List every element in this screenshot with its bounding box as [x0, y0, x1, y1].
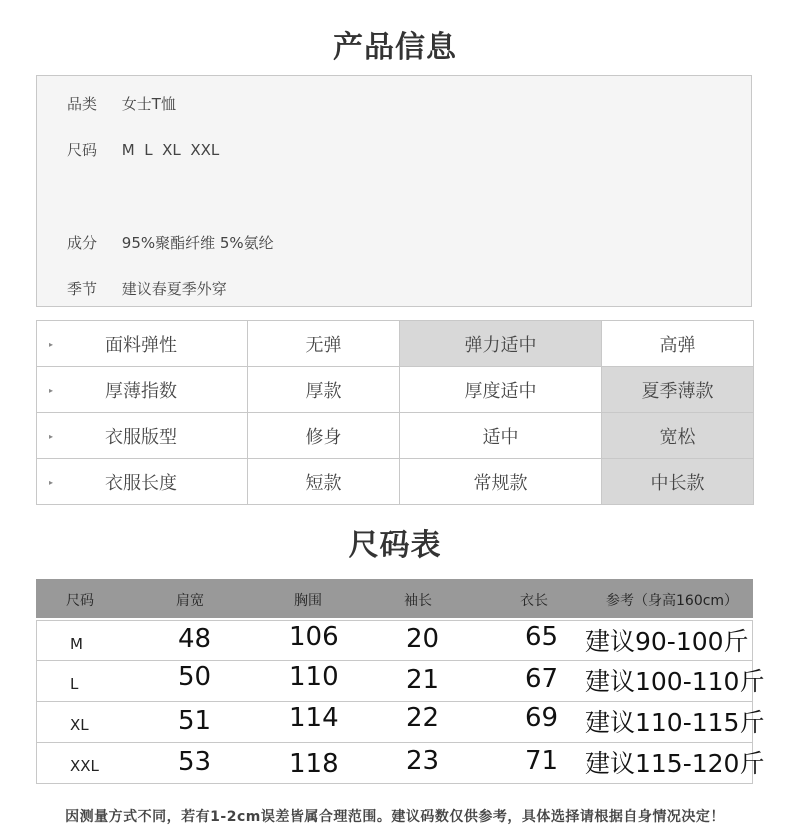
sleeve-cell: 20 [406, 624, 440, 654]
length-cell: 69 [525, 703, 559, 733]
size-row [36, 620, 753, 661]
chest-cell: 114 [289, 703, 339, 733]
info-key: 品类 [67, 95, 98, 113]
attribute-option: 短款 [248, 459, 400, 505]
attribute-option: 常规款 [400, 459, 602, 505]
info-value: 95%聚酯纤维 5%氨纶 [121, 234, 274, 252]
size-cell: XXL [70, 757, 99, 775]
size-cell: L [70, 675, 79, 693]
attribute-label-cell [37, 413, 248, 459]
attribute-option: 无弹 [248, 321, 400, 367]
attribute-option: 修身 [248, 413, 400, 459]
attribute-row [37, 321, 754, 367]
header-length: 衣长 [520, 593, 548, 609]
info-key: 尺码 [67, 141, 98, 159]
info-key: 成分 [67, 234, 98, 252]
attribute-label: 衣服版型 [105, 426, 177, 448]
attribute-row [37, 367, 754, 413]
shoulder-cell: 50 [178, 662, 212, 692]
length-cell: 67 [525, 664, 559, 694]
header-reference: 参考（身高160cm） [606, 593, 739, 609]
header-size: 尺码 [66, 593, 94, 609]
attribute-label-cell [37, 321, 248, 367]
header-sleeve: 袖长 [404, 593, 432, 609]
chest-cell: 106 [289, 622, 339, 652]
info-value: 建议春夏季外穿 [121, 280, 227, 298]
info-value: M L XL XXL [121, 141, 220, 159]
shoulder-cell: 51 [178, 706, 212, 736]
attribute-option: 中长款 [602, 459, 754, 505]
attribute-label: 厚薄指数 [105, 380, 177, 402]
info-row-category [67, 93, 176, 114]
reference-cell: 建议115-120斤 [585, 749, 765, 778]
info-key: 季节 [67, 280, 98, 298]
info-row-material [67, 232, 274, 253]
size-cell: XL [70, 716, 89, 734]
shoulder-cell: 53 [178, 747, 212, 777]
reference-cell: 建议110-115斤 [585, 708, 765, 737]
size-row [36, 743, 765, 784]
sleeve-cell: 22 [406, 703, 440, 733]
chest-cell: 118 [289, 749, 339, 779]
triangle-right-icon: ▸ [49, 339, 54, 349]
attribute-option: 高弹 [602, 321, 754, 367]
header-shoulder: 肩宽 [176, 593, 204, 609]
size-row [36, 661, 765, 702]
attribute-table [36, 320, 754, 505]
sleeve-cell: 23 [406, 746, 440, 776]
attribute-label: 衣服长度 [105, 472, 177, 494]
triangle-right-icon: ▸ [49, 431, 54, 441]
product-info-box [36, 75, 752, 307]
info-row-season [67, 278, 227, 299]
chest-cell: 110 [289, 662, 339, 692]
info-value: 女士T恤 [121, 95, 176, 113]
attribute-row [37, 459, 754, 505]
reference-cell: 建议90-100斤 [585, 627, 749, 656]
info-row-size [67, 139, 219, 160]
attribute-option: 宽松 [602, 413, 754, 459]
sleeve-cell: 21 [406, 665, 440, 695]
attribute-label: 面料弹性 [105, 334, 177, 356]
triangle-right-icon: ▸ [49, 477, 54, 487]
attribute-option: 夏季薄款 [602, 367, 754, 413]
attribute-option: 厚度适中 [400, 367, 602, 413]
product-info-title: 产品信息 [333, 30, 457, 65]
length-cell: 71 [525, 746, 559, 776]
attribute-row [37, 413, 754, 459]
size-chart-title: 尺码表 [348, 528, 442, 563]
attribute-label-cell [37, 367, 248, 413]
attribute-option: 厚款 [248, 367, 400, 413]
size-chart-body [36, 620, 765, 784]
shoulder-cell: 48 [178, 624, 212, 654]
attribute-label-cell [37, 459, 248, 505]
size-chart-header [36, 579, 753, 618]
header-chest: 胸围 [294, 593, 322, 609]
size-cell: M [70, 635, 83, 653]
attribute-option: 适中 [400, 413, 602, 459]
size-row [36, 702, 765, 743]
reference-cell: 建议100-110斤 [585, 667, 765, 696]
length-cell: 65 [525, 622, 559, 652]
footnote: 因测量方式不同，若有1-2cm误差皆属合理范围。建议码数仅供参考，具体选择请根据自身情况决定！ [65, 809, 725, 825]
triangle-right-icon: ▸ [49, 385, 54, 395]
attribute-option: 弹力适中 [400, 321, 602, 367]
